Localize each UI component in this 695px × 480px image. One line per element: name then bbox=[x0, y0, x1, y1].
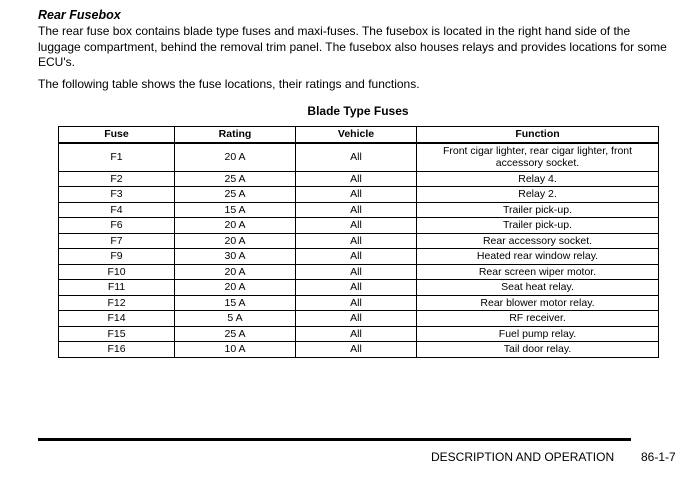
function-cell: Rear screen wiper motor. bbox=[417, 264, 659, 280]
vehicle-cell: All bbox=[296, 218, 417, 234]
function-cell: Relay 2. bbox=[417, 187, 659, 203]
table-row bbox=[59, 249, 659, 265]
rating-cell: 15 A bbox=[175, 295, 296, 311]
function-cell: Heated rear window relay. bbox=[417, 249, 659, 265]
column-header-vehicle: Vehicle bbox=[296, 127, 417, 143]
vehicle-cell: All bbox=[296, 249, 417, 265]
function-cell: Fuel pump relay. bbox=[417, 326, 659, 342]
table-header-row bbox=[59, 127, 659, 143]
fuse-cell: F9 bbox=[59, 249, 175, 265]
column-header-rating: Rating bbox=[175, 127, 296, 143]
vehicle-cell: All bbox=[296, 280, 417, 296]
fuse-cell: F12 bbox=[59, 295, 175, 311]
rating-cell: 30 A bbox=[175, 249, 296, 265]
function-cell: RF receiver. bbox=[417, 311, 659, 327]
fuse-cell: F10 bbox=[59, 264, 175, 280]
table-intro-paragraph: The following table shows the fuse locations, their ratings and functions. bbox=[38, 77, 420, 91]
vehicle-cell: All bbox=[296, 326, 417, 342]
vehicle-cell: All bbox=[296, 295, 417, 311]
table-body bbox=[59, 143, 659, 358]
rating-cell: 20 A bbox=[175, 280, 296, 296]
fuse-cell: F3 bbox=[59, 187, 175, 203]
rating-cell: 25 A bbox=[175, 326, 296, 342]
table-row bbox=[59, 143, 659, 172]
vehicle-cell: All bbox=[296, 233, 417, 249]
vehicle-cell: All bbox=[296, 202, 417, 218]
rating-cell: 15 A bbox=[175, 202, 296, 218]
vehicle-cell: All bbox=[296, 187, 417, 203]
table-row bbox=[59, 218, 659, 234]
fuse-cell: F6 bbox=[59, 218, 175, 234]
vehicle-cell: All bbox=[296, 311, 417, 327]
vehicle-cell: All bbox=[296, 143, 417, 172]
vehicle-cell: All bbox=[296, 342, 417, 358]
fuse-cell: F7 bbox=[59, 233, 175, 249]
table-row bbox=[59, 280, 659, 296]
fuse-cell: F16 bbox=[59, 342, 175, 358]
function-cell: Rear blower motor relay. bbox=[417, 295, 659, 311]
fuse-cell: F1 bbox=[59, 143, 175, 172]
table-row bbox=[59, 264, 659, 280]
fuse-cell: F15 bbox=[59, 326, 175, 342]
rating-cell: 5 A bbox=[175, 311, 296, 327]
rating-cell: 20 A bbox=[175, 264, 296, 280]
table-row bbox=[59, 326, 659, 342]
function-cell: Rear accessory socket. bbox=[417, 233, 659, 249]
footer-divider bbox=[38, 438, 631, 441]
function-cell: Seat heat relay. bbox=[417, 280, 659, 296]
section-heading: Rear Fusebox bbox=[38, 8, 121, 22]
rating-cell: 20 A bbox=[175, 143, 296, 172]
vehicle-cell: All bbox=[296, 264, 417, 280]
rating-cell: 20 A bbox=[175, 218, 296, 234]
rating-cell: 25 A bbox=[175, 187, 296, 203]
function-cell: Trailer pick-up. bbox=[417, 202, 659, 218]
function-cell: Tail door relay. bbox=[417, 342, 659, 358]
rating-cell: 20 A bbox=[175, 233, 296, 249]
column-header-function: Function bbox=[417, 127, 659, 143]
table-row bbox=[59, 187, 659, 203]
column-header-fuse: Fuse bbox=[59, 127, 175, 143]
table-row bbox=[59, 202, 659, 218]
function-cell: Trailer pick-up. bbox=[417, 218, 659, 234]
footer-section-title: DESCRIPTION AND OPERATION bbox=[431, 450, 615, 464]
function-cell: Relay 4. bbox=[417, 171, 659, 187]
rating-cell: 25 A bbox=[175, 171, 296, 187]
table-row bbox=[59, 311, 659, 327]
fuse-cell: F4 bbox=[59, 202, 175, 218]
intro-paragraph: The rear fuse box contains blade type fuses and maxi-fuses. The fusebox is located in the right hand side of the luggage compartment, behind the removal trim panel. The fusebox also houses relays and provides locations for some ECU's. bbox=[38, 24, 667, 69]
vehicle-cell: All bbox=[296, 171, 417, 187]
fuse-cell: F2 bbox=[59, 171, 175, 187]
fuse-cell: F11 bbox=[59, 280, 175, 296]
table-row bbox=[59, 342, 659, 358]
fuse-table bbox=[58, 126, 659, 358]
table-row bbox=[59, 233, 659, 249]
rating-cell: 10 A bbox=[175, 342, 296, 358]
fuse-cell: F14 bbox=[59, 311, 175, 327]
footer-page-number: 86-1-7 bbox=[641, 450, 676, 464]
table-row bbox=[59, 295, 659, 311]
function-cell: Front cigar lighter, rear cigar lighter, front accessory socket. bbox=[417, 143, 659, 172]
table-title: Blade Type Fuses bbox=[307, 104, 409, 118]
table-row bbox=[59, 171, 659, 187]
